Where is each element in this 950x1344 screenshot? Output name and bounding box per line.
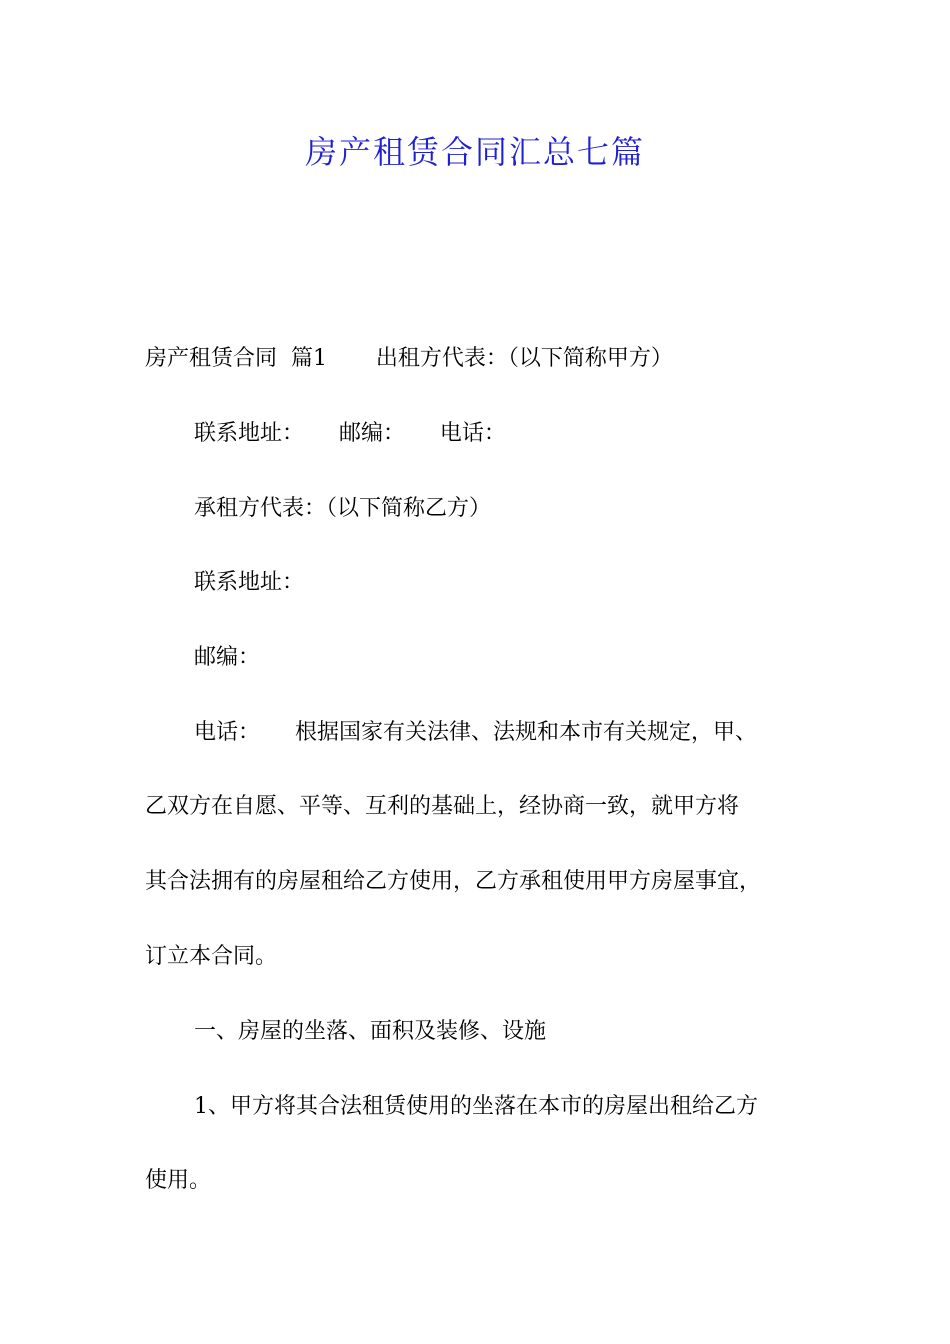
body-line-4: 联系地址： [194,570,305,595]
body-line-9: 订立本合同。 [145,944,278,969]
body-line-1: 房产租赁合同 篇1 出租方代表：（以下简称甲方） [145,346,673,371]
body-line-6: 电话： 根据国家有关法律、法规和本市有关规定，甲、 [194,720,757,745]
body-line-8: 其合法拥有的房屋租给乙方使用，乙方承租使用甲方房屋事宜， [145,869,762,894]
body-line-12: 使用。 [145,1168,212,1193]
section-heading-1: 一、房屋的坐落、面积及装修、设施 [194,1019,547,1044]
body-line-5: 邮编： [194,645,261,670]
body-line-7: 乙双方在自愿、平等、互利的基础上，经协商一致，就甲方将 [145,794,740,819]
body-line-3: 承租方代表：（以下简称乙方） [194,496,492,521]
document-title: 房产租赁合同汇总七篇 [304,133,645,171]
body-line-11: 1、甲方将其合法租赁使用的坐落在本市的房屋出租给乙方 [194,1094,758,1119]
body-line-2: 联系地址： 邮编： 电话： [194,421,506,446]
